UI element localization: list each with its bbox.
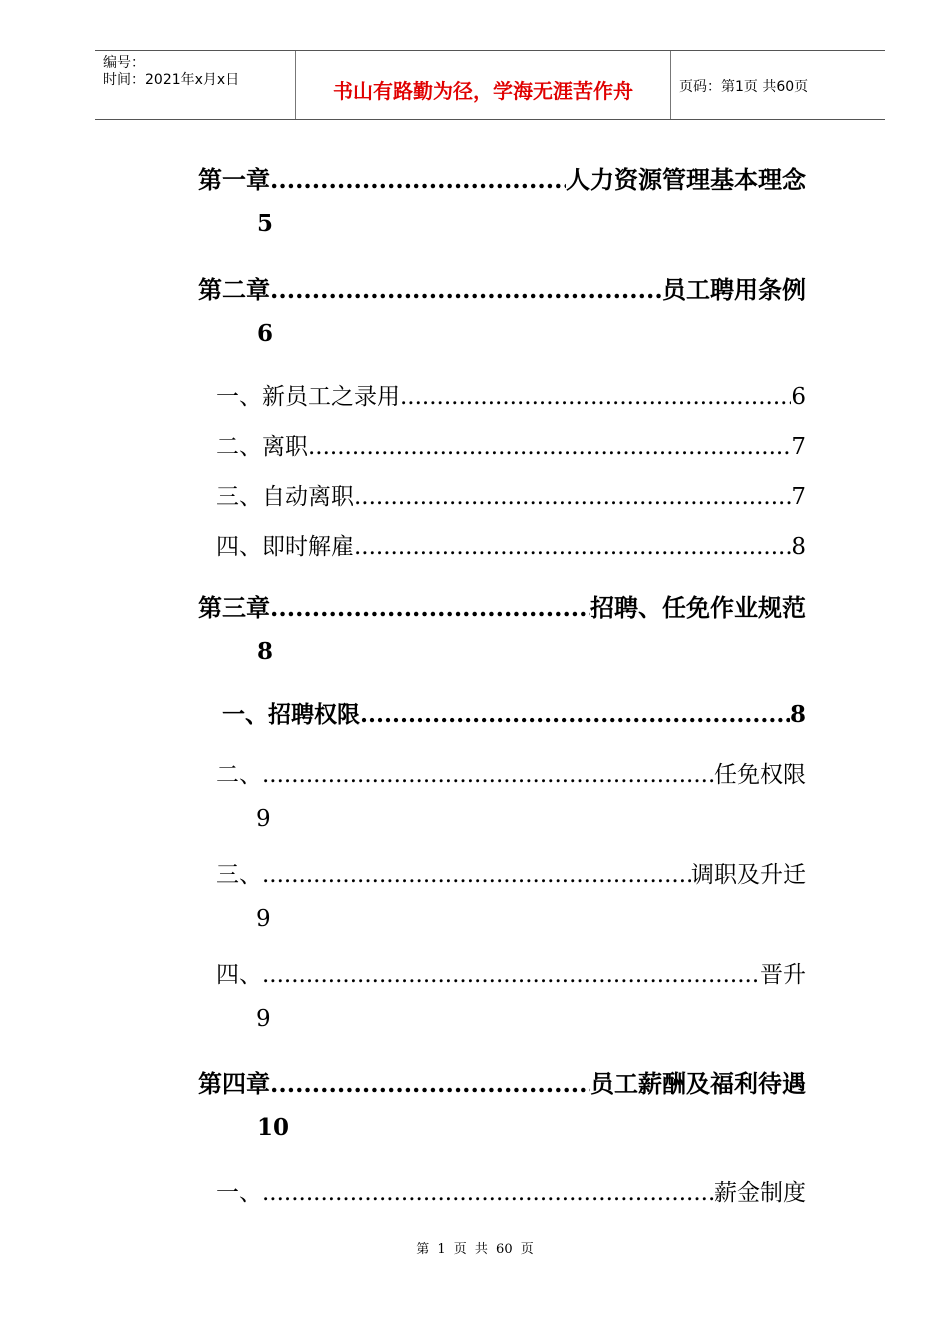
toc-item-promotion[interactable] xyxy=(216,956,806,989)
toc-page-number: 6 xyxy=(257,320,274,347)
toc-page-number: 8 xyxy=(789,701,806,728)
toc-item-voluntary-leave[interactable] xyxy=(216,478,806,511)
toc-label: 三、自动离职 xyxy=(216,484,354,510)
toc-label: 二、 xyxy=(216,762,262,788)
motto-text: 书山有路勤为径，学海无涯苦作舟 xyxy=(333,79,633,103)
document-date-label: 时间：2021年x月x日 xyxy=(103,72,240,88)
page-info: 页码：第1页 共60页 xyxy=(679,79,809,95)
toc-label: 二、离职 xyxy=(216,434,308,460)
toc-label: 四、即时解雇 xyxy=(216,534,354,560)
toc-page-number: 8 xyxy=(257,638,274,665)
toc-label: 第三章 xyxy=(198,593,270,622)
toc-item-appoint-authority[interactable] xyxy=(216,756,806,789)
page-header xyxy=(95,50,885,120)
toc-page-number: 9 xyxy=(256,806,271,832)
toc-leader-dots xyxy=(270,165,566,194)
toc-item-new-employee[interactable] xyxy=(216,378,806,411)
toc-leader-dots xyxy=(308,434,791,460)
toc-item-salary-system[interactable] xyxy=(216,1174,806,1207)
toc-item-dismissal[interactable] xyxy=(216,528,806,561)
toc-label: 第四章 xyxy=(198,1069,270,1098)
header-motto-cell xyxy=(295,51,671,119)
header-meta-cell xyxy=(95,51,295,119)
toc-label: 一、新员工之录用 xyxy=(216,384,400,410)
toc-leader-dots xyxy=(262,862,691,888)
toc-page-number: 9 xyxy=(256,1006,271,1032)
toc-label: 三、 xyxy=(216,862,262,888)
toc-leader-dots xyxy=(262,1180,714,1206)
toc-label: 一、 xyxy=(216,1180,262,1206)
toc-page-number: 8 xyxy=(791,534,806,560)
toc-page-number: 9 xyxy=(256,906,271,932)
toc-page-number: 5 xyxy=(257,210,274,237)
toc-item-transfer[interactable] xyxy=(216,856,806,889)
toc-title: 任免权限 xyxy=(714,762,806,788)
document-number-label: 编号： xyxy=(103,55,145,71)
header-page-cell xyxy=(669,51,885,119)
toc-title: 薪金制度 xyxy=(714,1180,806,1206)
toc-page-number: 7 xyxy=(791,434,806,460)
toc-title: 员工薪酬及福利待遇 xyxy=(590,1069,806,1098)
toc-chapter-2[interactable] xyxy=(198,270,806,305)
toc-leader-dots xyxy=(270,275,662,304)
toc-title: 调职及升迁 xyxy=(691,862,806,888)
toc-page-number: 10 xyxy=(257,1114,290,1141)
toc-leader-dots xyxy=(262,962,760,988)
toc-label: 第一章 xyxy=(198,165,270,194)
toc-label: 第二章 xyxy=(198,275,270,304)
toc-label: 一、招聘权限 xyxy=(222,701,360,728)
toc-item-resignation[interactable] xyxy=(216,428,806,461)
toc-leader-dots xyxy=(354,534,791,560)
toc-leader-dots xyxy=(360,701,790,728)
toc-leader-dots xyxy=(270,1069,590,1098)
toc-title: 人力资源管理基本理念 xyxy=(566,165,806,194)
toc-chapter-4[interactable] xyxy=(198,1064,806,1099)
toc-leader-dots xyxy=(354,484,791,510)
toc-chapter-3[interactable] xyxy=(198,588,806,623)
toc-label: 四、 xyxy=(216,962,262,988)
toc-leader-dots xyxy=(262,762,714,788)
toc-leader-dots xyxy=(400,384,791,410)
toc-title: 员工聘用条例 xyxy=(662,275,806,304)
toc-chapter-1[interactable] xyxy=(198,160,806,195)
toc-title: 招聘、任免作业规范 xyxy=(590,593,806,622)
toc-page-number: 6 xyxy=(791,384,806,410)
toc-title: 晋升 xyxy=(760,962,806,988)
toc-page-number: 7 xyxy=(791,484,806,510)
toc-leader-dots xyxy=(270,593,590,622)
toc-item-recruit-authority[interactable] xyxy=(222,696,806,729)
page-footer: 第 1 页 共 60 页 xyxy=(416,1242,534,1257)
